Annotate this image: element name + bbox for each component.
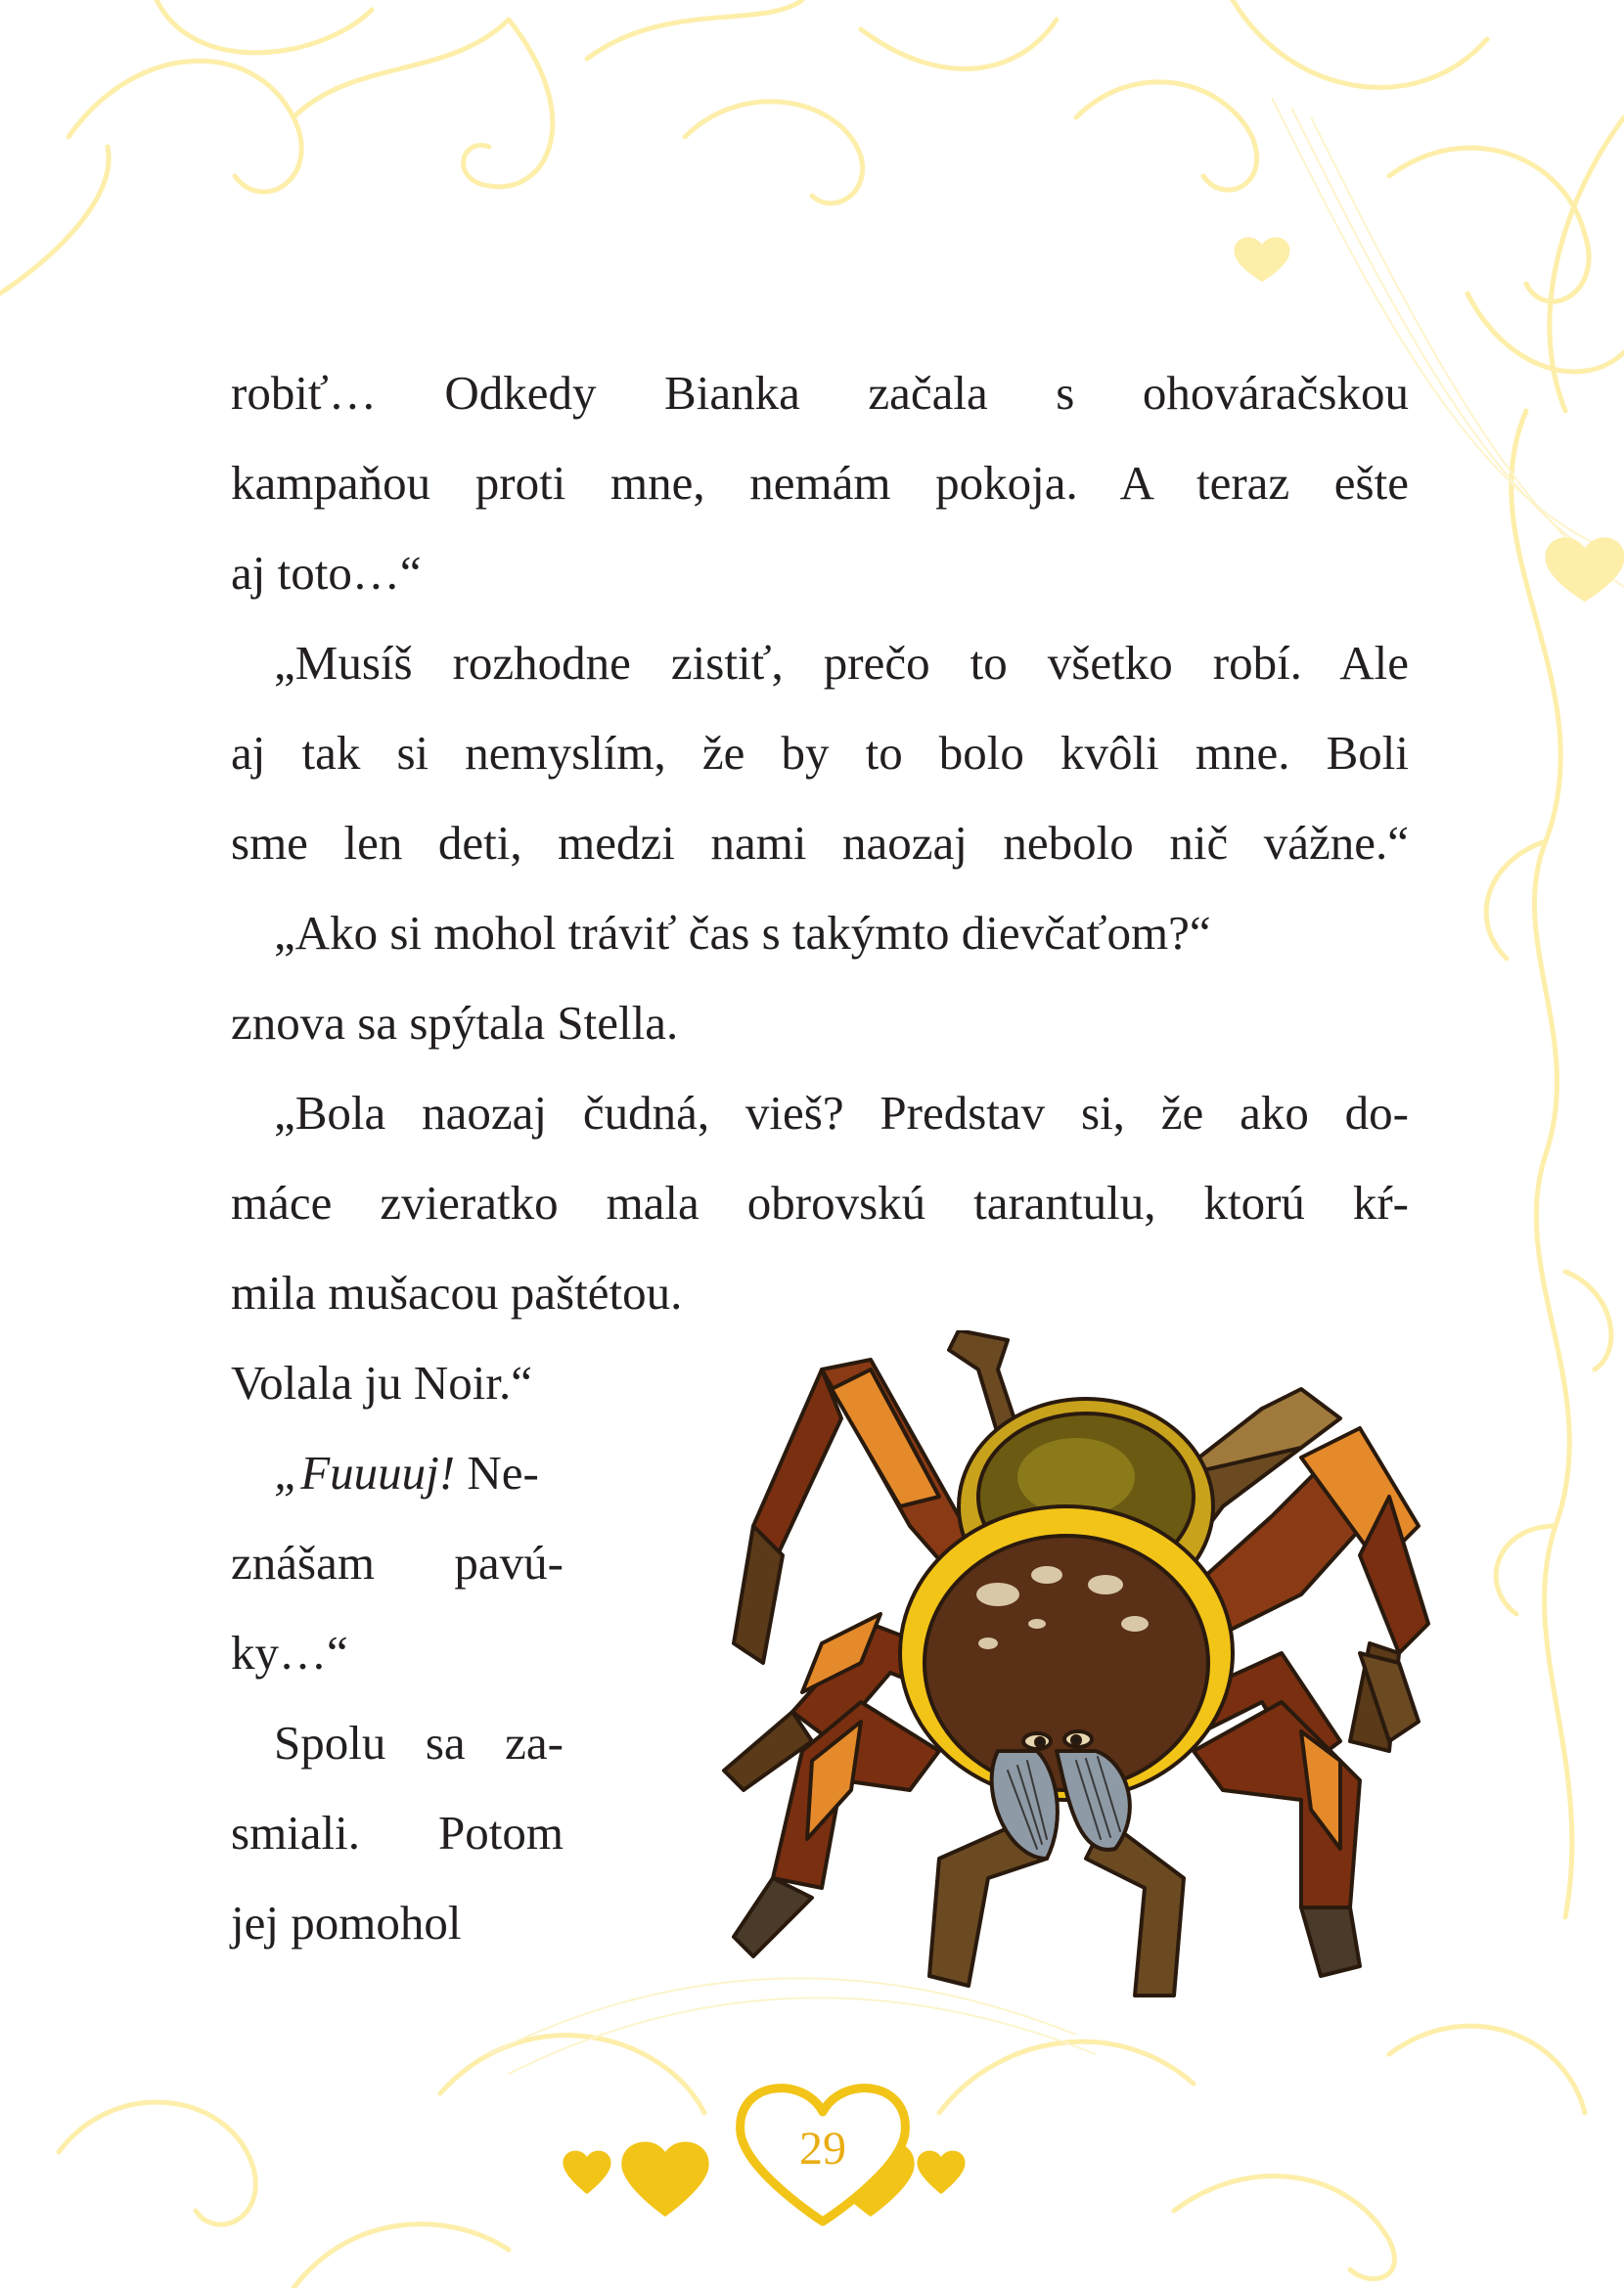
text-line: robiť… Odkedy Bianka začala s ohováračskou: [231, 366, 1409, 420]
page-number-label: 29: [799, 2123, 846, 2175]
text-line: „Musíš rozhodne zistiť, prečo to všetko robí. Ale: [274, 636, 1409, 690]
italic-exclamation: „Fuuuuj!: [274, 1446, 456, 1500]
text-line: ky…“: [231, 1626, 348, 1680]
tarantula-illustration: [714, 1330, 1443, 2015]
page-number: [725, 2075, 921, 2231]
text-fragment: Ne-: [455, 1446, 539, 1500]
text-line: „Bola naozaj čudná, vieš? Predstav si, že ako do-: [274, 1086, 1409, 1140]
text-line: aj toto…“: [231, 546, 422, 600]
text-line: „Ako si mohol tráviť čas s takýmto dievčaťom?“: [274, 906, 1211, 960]
text-line: znášam pavú-: [231, 1536, 564, 1590]
text-line: máce zvieratko mala obrovskú tarantulu, ktorú kŕ-: [231, 1176, 1409, 1230]
text-line: sme len deti, medzi nami naozaj nebolo nič vážne.“: [231, 816, 1409, 870]
text-line: kampaňou proti mne, nemám pokoja. A teraz ešte: [231, 456, 1409, 510]
text-line: Volala ju Noir.“: [231, 1356, 533, 1410]
text-line: smiali. Potom: [231, 1806, 564, 1860]
text-line: aj tak si nemyslím, že by to bolo kvôli mne. Boli: [231, 726, 1409, 780]
text-line: mila mušacou paštétou.: [231, 1266, 683, 1320]
text-line: jej pomohol: [231, 1896, 462, 1950]
text-line: Spolu sa za-: [274, 1716, 564, 1770]
text-line: znova sa spýtala Stella.: [231, 996, 679, 1050]
